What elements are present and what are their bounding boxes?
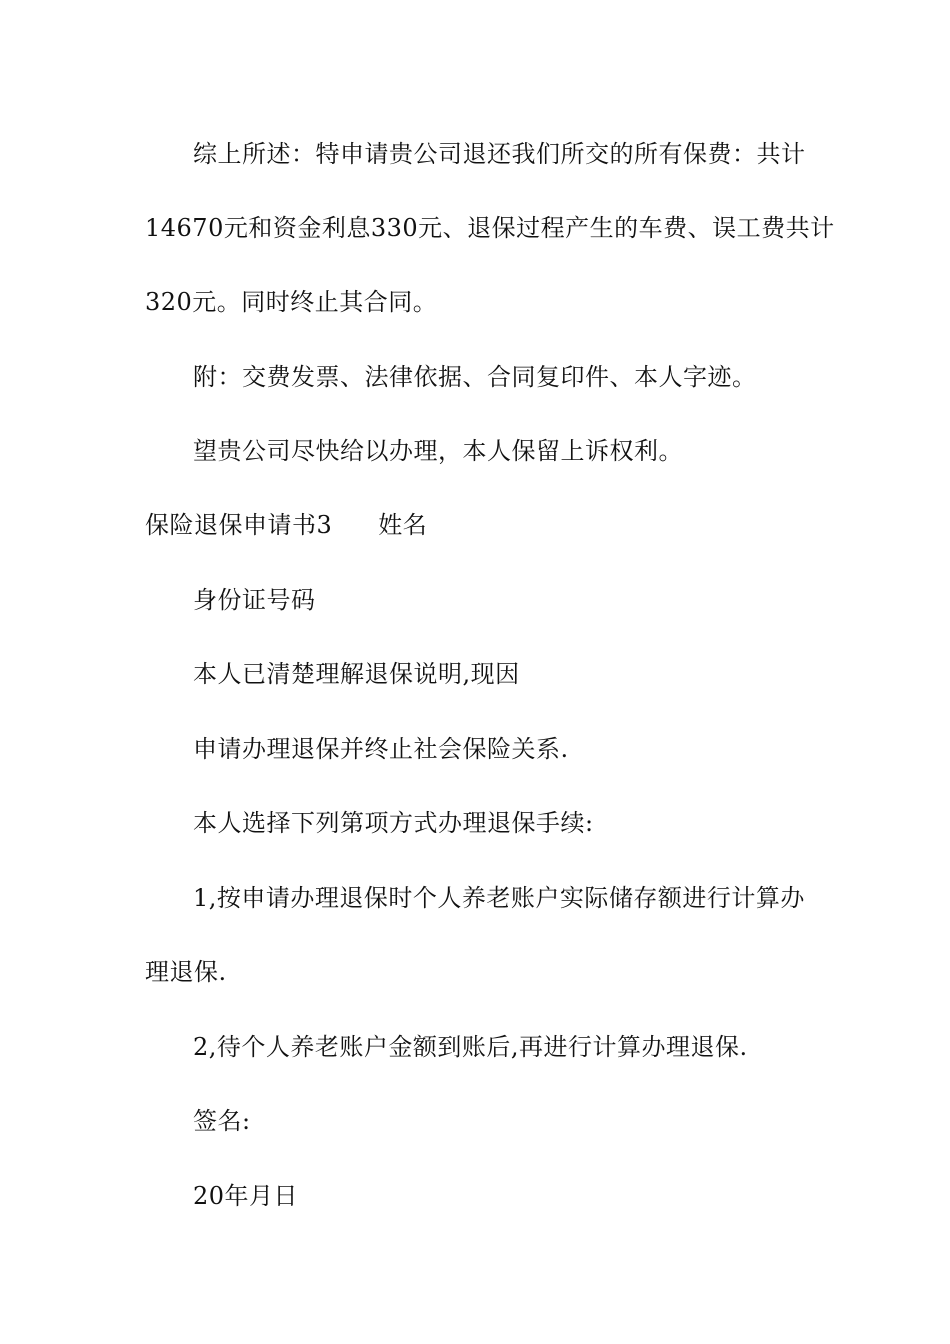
- name-label: 姓名: [378, 511, 428, 539]
- form-option-1-line-2: 理退保.: [145, 958, 227, 986]
- section-title-line: [145, 509, 810, 541]
- form-option-2: 2,待个人养老账户金额到账后,再进行计算办理退保.: [193, 1033, 748, 1061]
- paragraph-summary-line-3: 320元。同时终止其合同。: [145, 288, 438, 316]
- paragraph-attachments: 附：交费发票、法律依据、合同复印件、本人字迹。: [193, 363, 757, 391]
- paragraph-summary-line-2: 14670元和资金利息330元、退保过程产生的车费、误工费共计: [145, 214, 835, 242]
- section-title: 保险退保申请书3: [145, 511, 333, 539]
- id-number-label: 身份证号码: [193, 586, 316, 614]
- date-label: 20年月日: [193, 1182, 299, 1210]
- form-line-apply: 申请办理退保并终止社会保险关系.: [193, 735, 569, 763]
- form-option-1-line-1: 1,按申请办理退保时个人养老账户实际储存额进行计算办: [193, 884, 805, 912]
- form-line-understanding: 本人已清楚理解退保说明,现因: [193, 660, 520, 688]
- paragraph-request: 望贵公司尽快给以办理，本人保留上诉权利。: [193, 437, 683, 465]
- form-line-choose: 本人选择下列第项方式办理退保手续:: [193, 809, 594, 837]
- signature-label: 签名:: [193, 1107, 251, 1135]
- paragraph-summary-line-1: 综上所述：特申请贵公司退还我们所交的所有保费：共计: [193, 140, 806, 168]
